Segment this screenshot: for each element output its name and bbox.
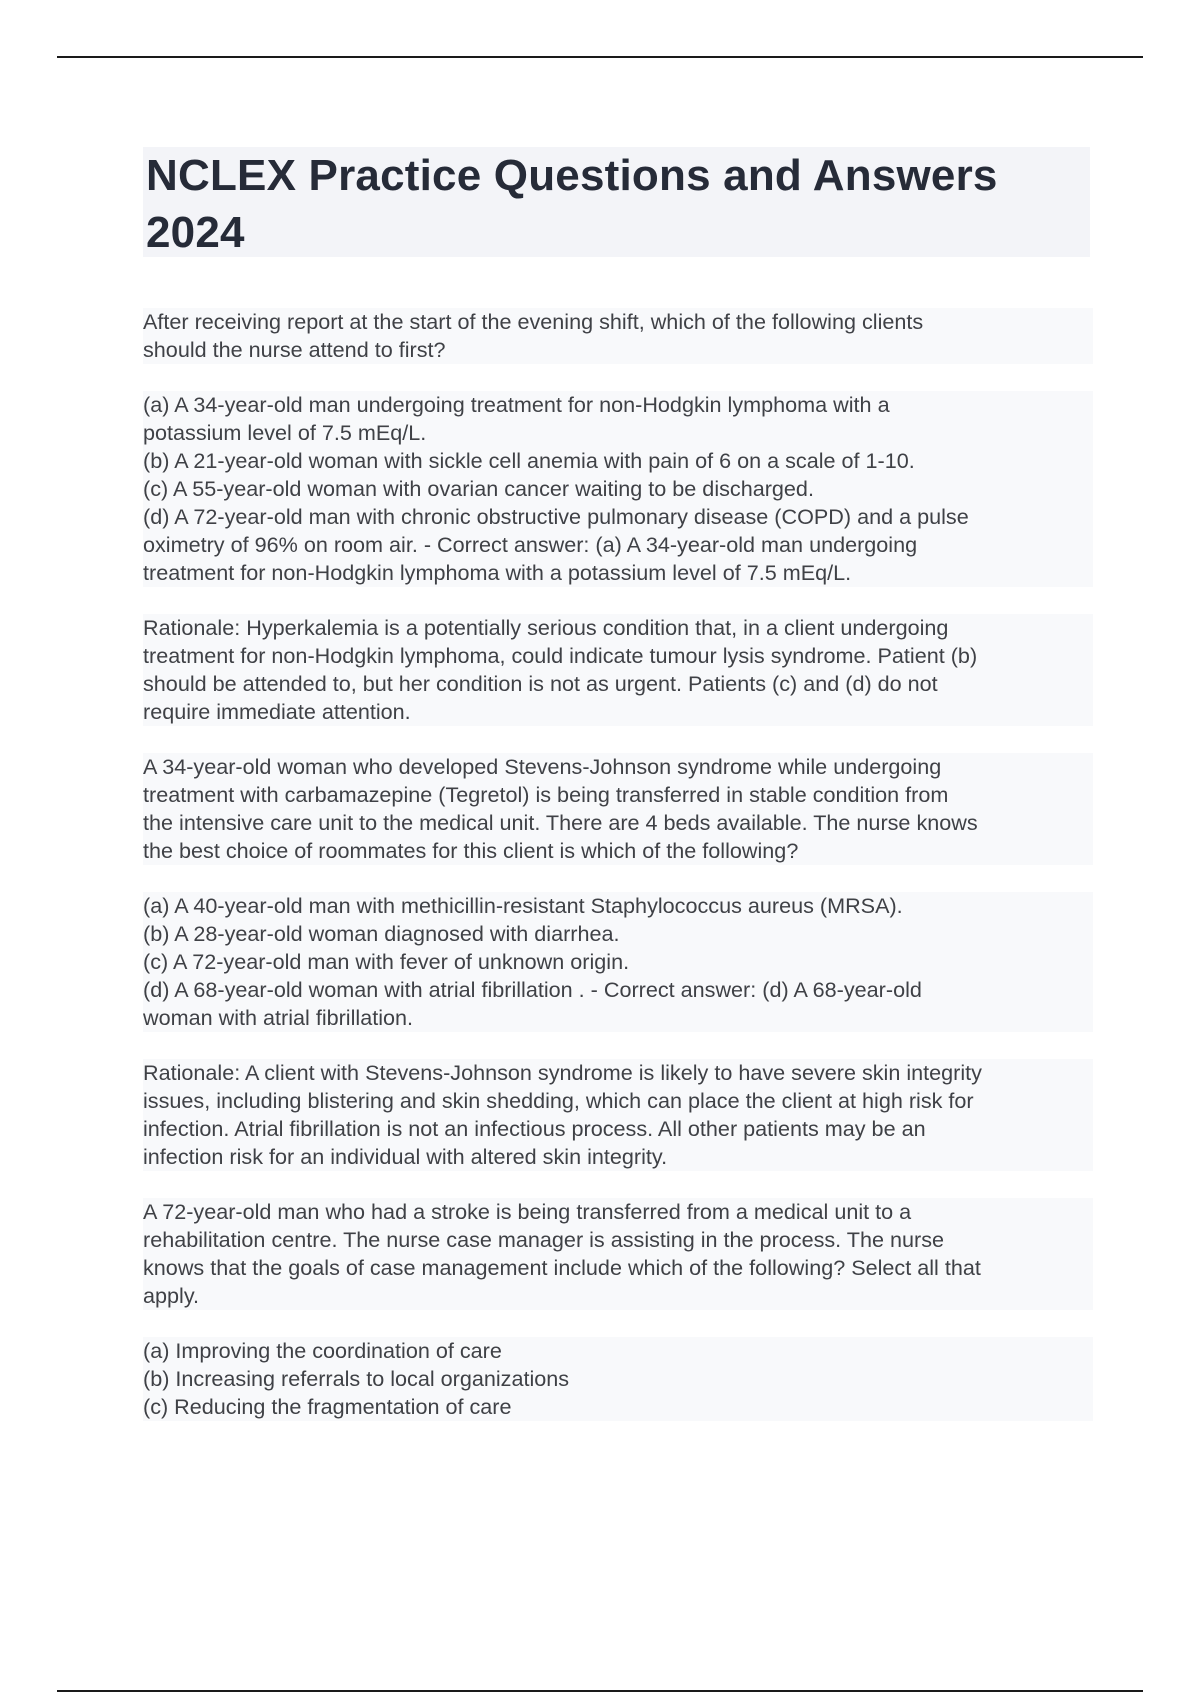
text-paragraph [143,753,1093,865]
document-title [146,147,1090,261]
text-line: Rationale: Hyperkalemia is a potentially serious condition that, in a client undergoing [143,615,949,640]
text-line: infection. Atrial fibrillation is not an infectious process. All other patients may be an [143,1116,926,1141]
text-line: treatment with carbamazepine (Tegretol) is being transferred in stable condition from [143,782,949,807]
text-line: oximetry of 96% on room air. - Correct answer: (a) A 34-year-old man undergoing [143,532,918,557]
text-line: treatment for non-Hodgkin lymphoma, could indicate tumour lysis syndrome. Patient (b) [143,643,978,668]
text-paragraph [143,892,1093,1032]
text-line: (c) Reducing the fragmentation of care [143,1394,512,1419]
text-line: (b) A 28-year-old woman diagnosed with diarrhea. [143,921,620,946]
text-line: rehabilitation centre. The nurse case manager is assisting in the process. The nurse [143,1227,945,1252]
text-line: (c) A 72-year-old man with fever of unknown origin. [143,949,630,974]
text-paragraph [143,1198,1093,1310]
text-line: issues, including blistering and skin shedding, which can place the client at high risk for [143,1088,974,1113]
text-paragraph [143,391,1093,587]
question-list [143,308,1093,1421]
text-line: knows that the goals of case management include which of the following? Select all that [143,1255,981,1280]
text-line: potassium level of 7.5 mEq/L. [143,420,427,445]
text-line: woman with atrial fibrillation. [143,1005,414,1030]
text-line: (a) Improving the coordination of care [143,1338,502,1363]
text-line: (d) A 68-year-old woman with atrial fibrillation . - Correct answer: (d) A 68-year-old [143,977,922,1002]
text-line: infection risk for an individual with altered skin integrity. [143,1144,668,1169]
top-rule [57,56,1143,58]
text-paragraph [143,614,1093,726]
bottom-rule [57,1690,1143,1692]
text-line: (a) A 40-year-old man with methicillin-resistant Staphylococcus aureus (MRSA). [143,893,903,918]
text-line: (c) A 55-year-old woman with ovarian cancer waiting to be discharged. [143,476,814,501]
text-line: should the nurse attend to first? [143,337,446,362]
text-line: (a) A 34-year-old man undergoing treatment for non-Hodgkin lymphoma with a [143,392,890,417]
text-line: the best choice of roommates for this client is which of the following? [143,838,799,863]
text-line: (b) A 21-year-old woman with sickle cell anemia with pain of 6 on a scale of 1-10. [143,448,915,473]
text-line: should be attended to, but her condition is not as urgent. Patients (c) and (d) do not [143,671,938,696]
text-line: require immediate attention. [143,699,411,724]
title-block [143,147,1090,257]
text-paragraph [143,308,1093,364]
title-line: 2024 [146,208,245,257]
text-paragraph [143,1337,1093,1421]
text-line: apply. [143,1283,200,1308]
text-line: After receiving report at the start of the evening shift, which of the following clients [143,309,924,334]
text-line: treatment for non-Hodgkin lymphoma with a potassium level of 7.5 mEq/L. [143,560,852,585]
text-line: (b) Increasing referrals to local organizations [143,1366,570,1391]
document-body [143,147,1093,1448]
title-line: NCLEX Practice Questions and Answers [146,151,998,200]
text-line: (d) A 72-year-old man with chronic obstructive pulmonary disease (COPD) and a pulse [143,504,969,529]
text-paragraph [143,1059,1093,1171]
text-line: A 72-year-old man who had a stroke is being transferred from a medical unit to a [143,1199,912,1224]
text-line: Rationale: A client with Stevens-Johnson syndrome is likely to have severe skin integrity [143,1060,982,1085]
text-line: A 34-year-old woman who developed Stevens-Johnson syndrome while undergoing [143,754,942,779]
text-line: the intensive care unit to the medical unit. There are 4 beds available. The nurse knows [143,810,978,835]
